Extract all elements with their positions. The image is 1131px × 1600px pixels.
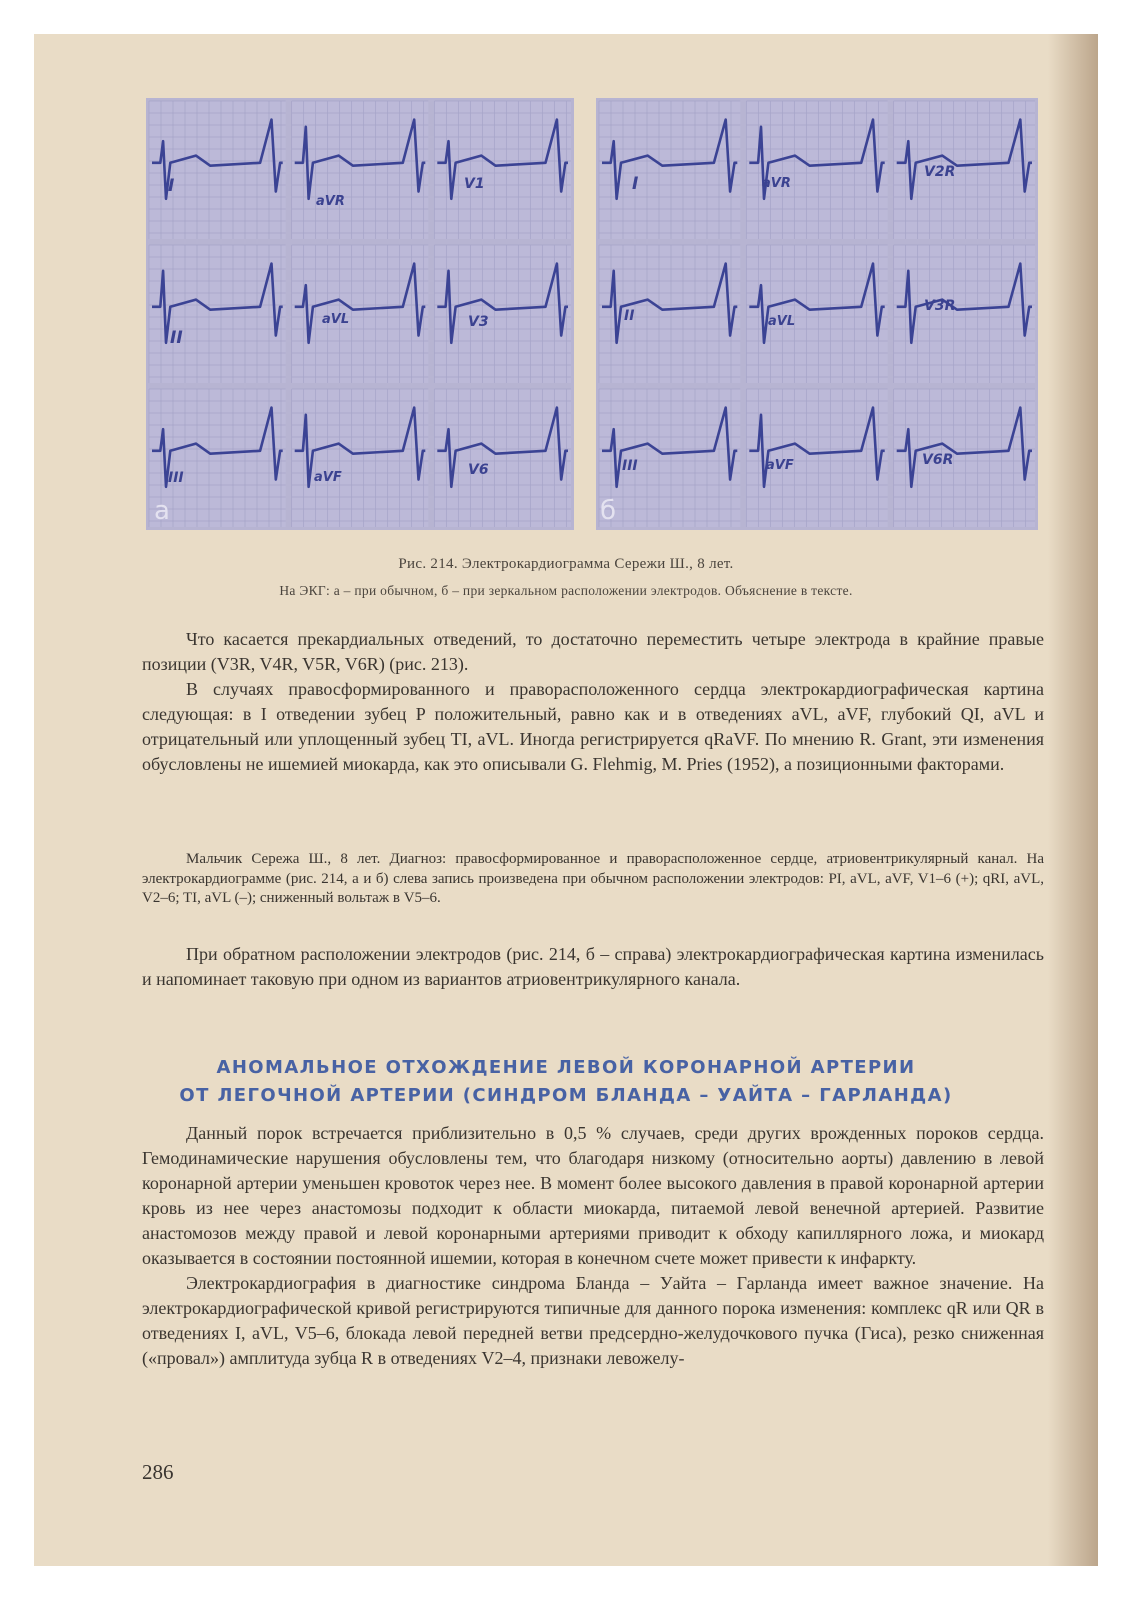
section-heading-line-2: ОТ ЛЕГОЧНОЙ АРТЕРИИ (СИНДРОМ БЛАНДА – УАЙТА – ГАРЛАНДА) [179, 1085, 953, 1106]
paragraph-5: Электрокардиография в диагностике синдрома Бланда – Уайта – Гарланда имеет важное значение. На электрокардиографической кривой регистрируются типичные для данного порока изменения: комплекс qR или QR в отведениях I, aVL, V5–6, блокада левой передней ветви предсердно-желудочкового пучка (Гиса), резко сниженная («провал») амплитуда зубца R в отведениях V2–4, признаки левожелу- [142, 1273, 1044, 1368]
figure-caption-text: На ЭКГ: а – при обычном, б – при зеркальном расположении электродов. Объяснение в тексте. [279, 583, 853, 598]
body-text-section [142, 1121, 1044, 1371]
lead-label: V6R [922, 452, 954, 468]
paragraph-4: Данный порок встречается приблизительно в 0,5 % случаев, среди других врожденных пороков сердца. Гемодинамические нарушения обусловлены тем, что благодаря низкому (относительно аорты) давлению в левой коронарной артерии уменьшен кровоток через нее. В момент более высокого давления в правой коронарной артерии кровь из нее через анастомозы подходит к области миокарда, питаемой левой венечной артерией. Развитие анастомозов между правой и левой коронарными артериями приводит к обходу капиллярного ложа, и миокард оказывается в состоянии постоянной ишемии, которая в конечном счете может привести к инфаркту. [142, 1123, 1044, 1268]
paragraph-2: В случаях правосформированного и праворасположенного сердца электрокардиографическая картина следующая: в I отведении зубец P положительный, равно как и в отведениях aVL, aVF, глубокий QI, aVL и отрицательный или уплощенный зубец TI, aVL. Иногда регистрируется qRaVF. По мнению R. Grant, эти изменения обусловлены не ишемией миокарда, как это описывали G. Flehmig, M. Pries (1952), а позиционными факторами. [142, 679, 1044, 774]
lead-label: III [622, 458, 638, 474]
ecg-traces-b [596, 98, 1038, 530]
ecg-panel-b [596, 98, 1038, 530]
panel-letter-b: б [600, 496, 617, 526]
ecg-panel-a [146, 98, 574, 530]
case-description: Мальчик Сережа Ш., 8 лет. Диагноз: правосформированное и праворасположенное сердце, атриовентрикулярный канал. На электрокардиограмме (рис. 214, а и б) слева запись произведена при обычном расположении электродов: PI, aVL, aVF, V1–6 (+); qRI, aVL, V2–6; TI, aVL (–); сниженный вольтаж в V5–6. [142, 851, 1044, 906]
lead-label: V1 [464, 176, 485, 192]
lead-label: V6 [468, 462, 489, 478]
page-edge-shadow [1048, 34, 1098, 1566]
section-heading-line-1: АНОМАЛЬНОЕ ОТХОЖДЕНИЕ ЛЕВОЙ КОРОНАРНОЙ АРТЕРИИ [216, 1057, 916, 1078]
lead-label: V3 [468, 314, 489, 330]
lead-label: aVF [314, 470, 342, 485]
figure-caption-title: Рис. 214. Электрокардиограмма Сережи Ш., 8 лет. [398, 556, 734, 572]
lead-label: aVF [766, 458, 794, 473]
paragraph-3: При обратном расположении электродов (рис. 214, б – справа) электрокардиографическая картина изменилась и напоминает таковую при одном из вариантов атриовентрикулярного канала. [142, 944, 1044, 989]
lead-label: V3R [924, 298, 956, 314]
lead-label: V2R [924, 164, 956, 180]
body-text-middle [142, 942, 1044, 992]
lead-label: aVL [768, 314, 796, 329]
body-text-top [142, 627, 1044, 777]
page-number: 286 [142, 1460, 174, 1484]
lead-label: II [170, 328, 183, 348]
ecg-traces-a [146, 98, 574, 530]
lead-label: III [168, 470, 184, 486]
lead-label: I [168, 176, 175, 196]
paragraph-1: Что касается прекардиальных отведений, то достаточно переместить четыре электрода в крайние правые позиции (V3R, V4R, V5R, V6R) (рис. 213). [142, 629, 1044, 674]
book-page [34, 34, 1098, 1566]
lead-label: I [632, 174, 639, 194]
lead-label: aVR [762, 176, 791, 191]
panel-letter-a: а [154, 496, 170, 526]
lead-label: aVR [316, 194, 345, 209]
lead-label: aVL [322, 312, 350, 327]
lead-label: II [624, 308, 635, 324]
